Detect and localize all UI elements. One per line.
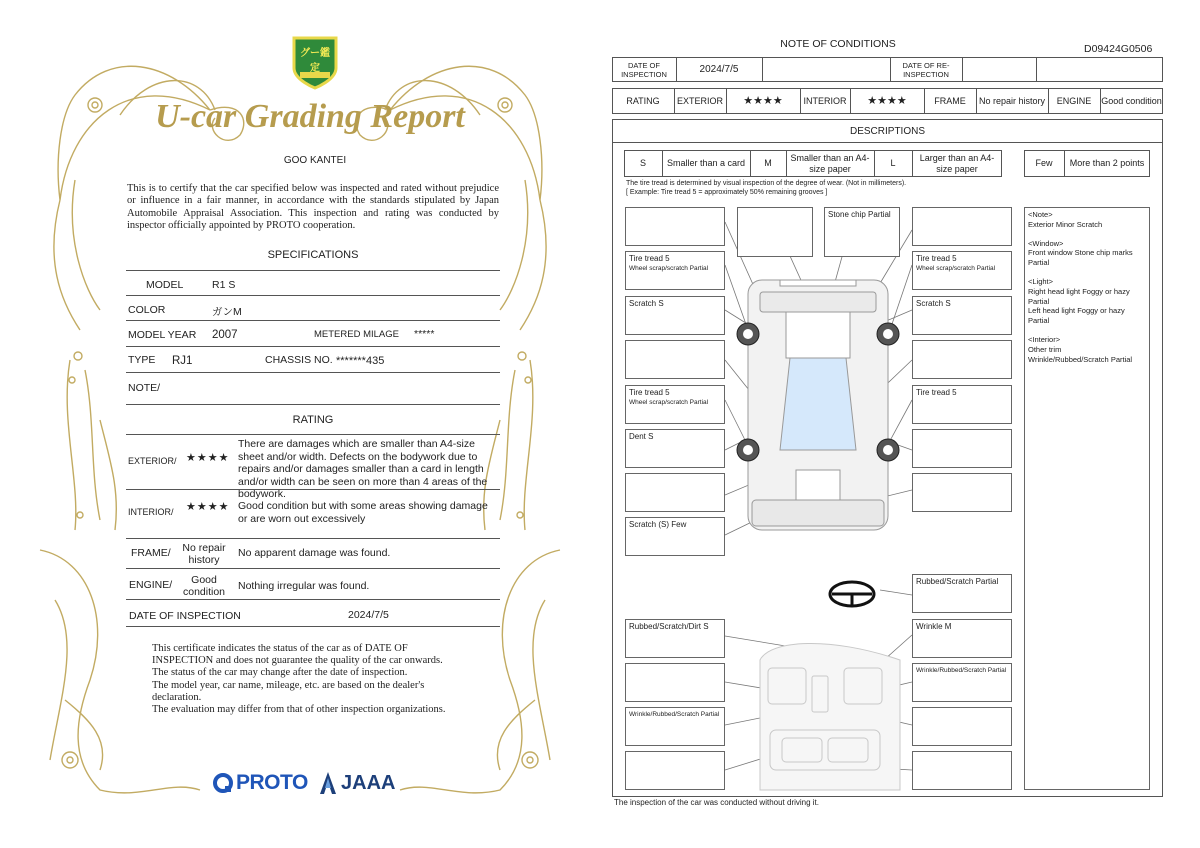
engine-value: Good condition — [1101, 95, 1162, 106]
chassis-label: CHASSIS NO. — [265, 354, 333, 366]
legend-l: L — [890, 158, 896, 168]
model-year-value: 2007 — [212, 329, 238, 341]
note-title: NOTE OF CONDITIONS — [780, 38, 896, 50]
side-notes — [1024, 207, 1150, 790]
note-box-wrinkle-right — [912, 663, 1012, 702]
disclaimer — [152, 643, 492, 716]
rating-label: RATING — [626, 95, 660, 106]
note-box-wrinkle-left — [625, 707, 725, 746]
divider — [126, 626, 500, 627]
side-note-line: Front window Stone chip marks Partial — [1028, 248, 1133, 268]
note-box-right-tread-front — [912, 251, 1012, 290]
divider — [126, 346, 500, 347]
note-box — [912, 207, 1012, 246]
color-label: COLOR — [128, 304, 166, 316]
color-value: ガンM — [212, 306, 242, 318]
disclaimer-line: The evaluation may differ from that of other inspection organizations. — [152, 704, 446, 716]
divider — [126, 270, 500, 271]
divider — [126, 568, 500, 569]
note-of-conditions — [600, 0, 1200, 848]
frame-description: No apparent damage was found. — [238, 547, 391, 559]
descriptions-heading: DESCRIPTIONS — [849, 125, 925, 137]
note-box — [625, 473, 725, 512]
note-label: NOTE/ — [128, 382, 161, 394]
note-subtext: Wrinkle/Rubbed/Scratch Partial — [629, 711, 720, 718]
note-box-dent: Dent S — [625, 429, 725, 468]
interior-stars: ★★★★ — [867, 94, 907, 107]
note-box-wrinkle-m: Wrinkle M — [912, 619, 1012, 658]
legend-m: M — [764, 158, 772, 168]
legend-m-desc: Smaller than an A4-size paper — [790, 152, 870, 174]
specifications-heading: SPECIFICATIONS — [267, 249, 359, 261]
exterior-stars: ★★★★ — [743, 94, 783, 107]
note-box-left-tread-rear — [625, 385, 725, 424]
jaaa-logo-icon — [318, 770, 338, 796]
proto-logo-icon — [212, 772, 234, 794]
note-box — [625, 663, 725, 702]
note-box — [912, 340, 1012, 379]
note-box — [912, 707, 1012, 746]
exterior-description: There are damages which are smaller than A4-size sheet and/or width. Defects on the bodywork due to repairs and/or damages smaller than a card in length and/or width can be seen on more than 4 areas of the bodywork. — [238, 438, 488, 500]
engine-label: ENGINE/ — [129, 579, 173, 591]
note-box — [912, 751, 1012, 790]
note-box — [625, 340, 725, 379]
note-box-left-scratch: Scratch S — [625, 296, 725, 335]
engine-description: Nothing irregular was found. — [238, 580, 370, 592]
divider — [126, 372, 500, 373]
note-box-scratch-few: Scratch (S) Few — [625, 517, 725, 556]
exterior-stars: ★★★★ — [186, 452, 230, 464]
disclaimer-line: The model year, car name, mileage, etc. are based on the dealer's — [152, 679, 425, 691]
disclaimer-line: INSPECTION and does not guarantee the quality of the car onwards. — [152, 655, 443, 667]
mileage-label: METERED MILAGE — [314, 329, 399, 340]
frame-label: FRAME/ — [131, 547, 171, 559]
note-subtext: Wrinkle/Rubbed/Scratch Partial — [916, 667, 1007, 674]
date-of-inspection-value: 2024/7/5 — [348, 609, 389, 621]
note-box — [625, 751, 725, 790]
note-text: Tire tread 5 — [629, 254, 670, 263]
divider — [126, 434, 500, 435]
side-note-line: Left head light Foggy or hazy Partial — [1028, 306, 1125, 326]
side-note-line: <Note> — [1028, 210, 1053, 219]
note-box-stone-chip: Stone chip Partial — [824, 207, 900, 257]
document-id: D09424G0506 — [1084, 43, 1153, 55]
interior-stars: ★★★★ — [186, 501, 230, 513]
tread-note: The tire tread is determined by visual inspection of the degree of wear. (Not in millimeters). — [626, 180, 907, 187]
note-box-right-tread-rear: Tire tread 5 — [912, 385, 1012, 424]
note-box-rubbed-partial: Rubbed/Scratch Partial — [912, 574, 1012, 613]
disclaimer-line: declaration. — [152, 691, 202, 703]
frame-value: No repair history — [182, 542, 226, 566]
side-note-line: Wrinkle/Rubbed/Scratch Partial — [1028, 354, 1133, 364]
side-note-line: Right head light Foggy or hazy Partial — [1028, 286, 1130, 306]
side-note-line — [1028, 230, 1146, 239]
legend-l-desc: Larger than an A4-size paper — [919, 152, 995, 174]
type-value: RJ1 — [172, 355, 193, 367]
side-note-line: <Light> — [1028, 276, 1054, 286]
divider — [126, 295, 500, 296]
inspection-footer: The inspection of the car was conducted without driving it. — [614, 798, 819, 807]
jaaa-logo: JAAA — [341, 772, 396, 794]
divider — [126, 404, 500, 405]
note-subtext: Wheel scrap/scratch Partial — [629, 265, 709, 272]
chassis-value: *******435 — [336, 355, 385, 367]
note-box-rubbed-dirt: Rubbed/Scratch/Dirt S — [625, 619, 725, 658]
note-subtext: Wheel scrap/scratch Partial — [916, 265, 996, 272]
divider — [126, 538, 500, 539]
interior-label: INTERIOR — [803, 95, 847, 106]
note-box — [737, 207, 813, 257]
rating-heading: RATING — [292, 414, 334, 426]
note-box — [912, 429, 1012, 468]
note-box-right-scratch: Scratch S — [912, 296, 1012, 335]
model-year-label: MODEL YEAR — [128, 329, 197, 341]
note-box — [625, 207, 725, 246]
divider — [126, 320, 500, 321]
note-text: Tire tread 5 — [629, 388, 670, 397]
note-text: Tire tread 5 — [916, 254, 957, 263]
badge-text: グー鑑定 — [300, 48, 330, 74]
date-label: DATE OF INSPECTION — [621, 60, 667, 79]
legend-s-desc: Smaller than a card — [666, 158, 746, 168]
frame-label: FRAME — [934, 95, 966, 106]
interior-label: INTERIOR/ — [128, 507, 174, 517]
report-subtitle: GOO KANTEI — [283, 155, 347, 166]
interior-description: Good condition but with some areas showing damage or are worn out excessively — [238, 500, 488, 525]
engine-value: Good condition — [182, 574, 226, 598]
note-box — [912, 473, 1012, 512]
note-box-left-tread-front — [625, 251, 725, 290]
report-title: U-car Grading Report — [155, 98, 465, 135]
side-note-line: <Interior> — [1028, 334, 1061, 344]
divider — [126, 599, 500, 600]
frame-value: No repair history — [978, 95, 1046, 106]
side-note-line — [1028, 326, 1146, 335]
tread-example: [ Example: Tire tread 5 = approximately 50% remaining grooves ] — [626, 189, 828, 196]
model-value: R1 S — [212, 279, 236, 291]
side-note-line: <Window> — [1028, 238, 1064, 248]
note-subtext: Wheel scrap/scratch Partial — [629, 399, 709, 406]
mileage-value: ***** — [414, 328, 435, 340]
legend-few-desc: More than 2 points — [1069, 158, 1145, 168]
disclaimer-line: This certificate indicates the status of the car as of DATE OF — [152, 643, 408, 654]
type-label: TYPE — [128, 354, 156, 366]
date-value: 2024/7/5 — [699, 64, 739, 75]
model-label: MODEL — [146, 279, 184, 291]
intro-paragraph: This is to certify that the car specified below was inspected and rated without prejudice or influence in a fair manner, in accordance with the standards stipulated by Japan Automobile Appraisal Association. This inspection and rating was conducted by inspector officially appointed by PROTO cooperation. — [127, 183, 499, 232]
divider — [126, 489, 500, 490]
legend-few: Few — [1035, 158, 1053, 168]
side-note-line — [1028, 268, 1146, 277]
exterior-label: EXTERIOR — [676, 95, 723, 106]
date-of-inspection-label: DATE OF INSPECTION — [129, 610, 241, 622]
engine-label: ENGINE — [1056, 95, 1092, 106]
side-note-line: Exterior Minor Scratch — [1028, 219, 1103, 229]
reinspection-label: DATE OF RE-INSPECTION — [902, 60, 950, 79]
proto-logo: PROTO — [236, 771, 308, 794]
legend-s: S — [639, 158, 646, 168]
side-note-line: Other trim — [1028, 344, 1062, 354]
exterior-label: EXTERIOR/ — [128, 456, 177, 466]
disclaimer-line: The status of the car may change after the date of inspection. — [152, 667, 408, 679]
